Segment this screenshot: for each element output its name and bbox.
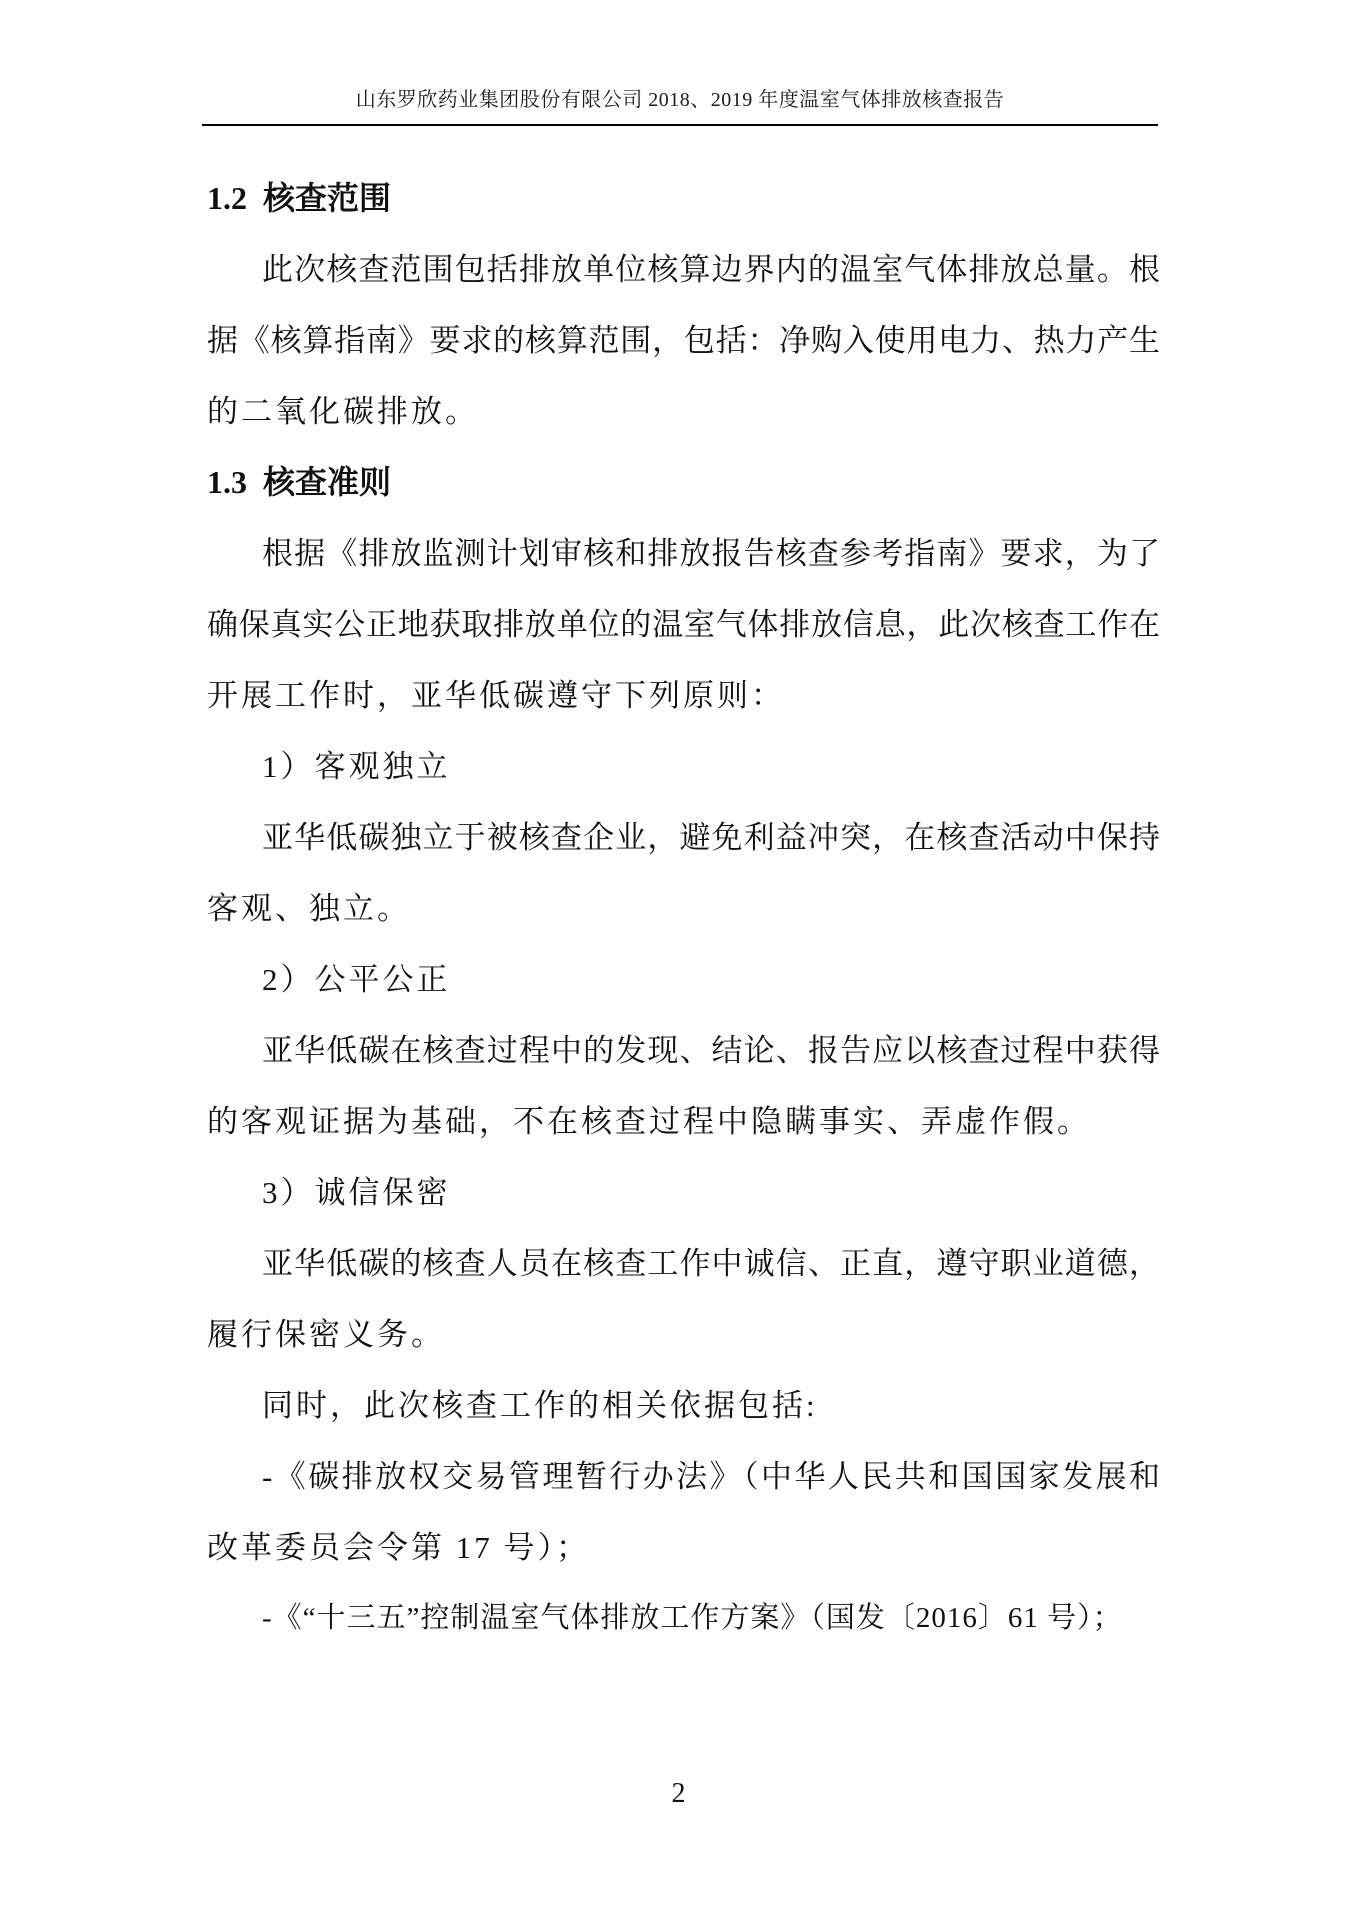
heading-text: 核查范围 [263,180,392,216]
reference-line: -《“十三五”控制温室气体排放工作方案》（国发〔2016〕61 号）； [262,1602,1123,1634]
list-item: 2）公平公正 [262,962,451,997]
reference-line: 改革委员会令第 17 号）； [207,1530,590,1565]
body-line: 开展工作时，亚华低碳遵守下列原则： [207,678,785,713]
body-line: 同时，此次核查工作的相关依据包括: [262,1388,818,1423]
page-footer [0,1778,1357,1810]
body-line: 确保真实公正地获取排放单位的温室气体排放信息，此次核查工作在 [207,607,1160,642]
heading-number: 1.2 [207,180,247,216]
section-heading-1-2 [207,163,1160,234]
body-line: 根据《排放监测计划审核和排放报告核查参考指南》要求，为了 [262,536,1160,571]
body-line: 履行保密义务。 [207,1317,445,1352]
header-title: 山东罗欣药业集团股份有限公司 2018、2019 年度温室气体排放核查报告 [355,89,1005,111]
list-item: 3）诚信保密 [262,1175,451,1210]
header-divider [202,124,1158,126]
heading-text: 核查准则 [263,464,392,500]
list-item: 1）客观独立 [262,749,451,784]
body-line: 此次核查范围包括排放单位核算边界内的温室气体排放总量。根 [262,252,1160,287]
document-body [207,163,1160,1654]
section-heading-1-3 [207,447,1160,518]
body-line: 亚华低碳独立于被核查企业，避免利益冲突，在核查活动中保持 [262,820,1160,855]
body-line: 客观、独立。 [207,891,411,926]
heading-number: 1.3 [207,464,247,500]
reference-line: -《碳排放权交易管理暂行办法》（中华人民共和国国家发展和 [262,1459,1160,1494]
body-line: 亚华低碳在核查过程中的发现、结论、报告应以核查过程中获得 [262,1033,1160,1068]
body-line: 的客观证据为基础，不在核查过程中隐瞒事实、弄虚作假。 [207,1104,1091,1139]
body-line: 的二氧化碳排放。 [207,394,479,429]
body-line: 据《核算指南》要求的核算范围，包括：净购入使用电力、热力产生 [207,323,1160,358]
body-line: 亚华低碳的核查人员在核查工作中诚信、正直，遵守职业道德， [262,1246,1160,1281]
page-number: 2 [671,1778,686,1809]
